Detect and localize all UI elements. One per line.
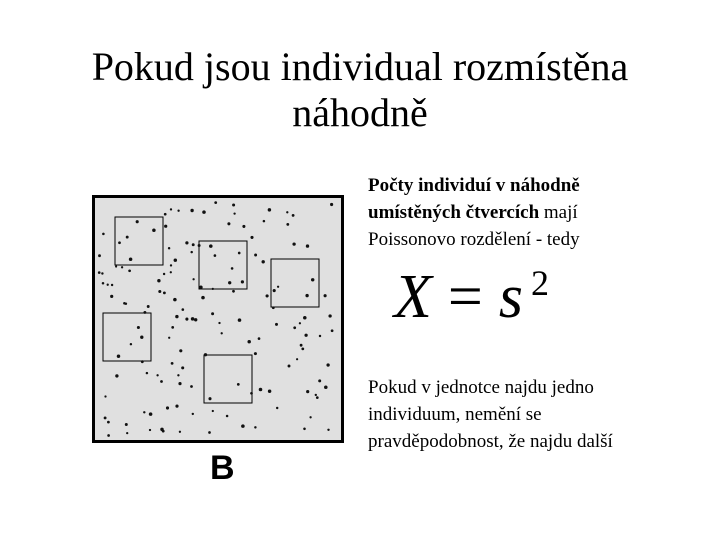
individual-dot <box>288 365 291 368</box>
individual-dot <box>318 379 321 382</box>
individual-dot <box>177 374 179 376</box>
individual-dot <box>110 295 113 298</box>
individual-dot <box>190 385 193 388</box>
individual-dot <box>194 318 197 321</box>
individual-dot <box>330 203 333 206</box>
individual-dot <box>102 282 105 285</box>
individual-dot <box>170 208 172 210</box>
individual-dot <box>162 430 165 433</box>
individual-dot <box>324 385 328 389</box>
individual-dot <box>306 244 309 247</box>
formula-exponent: 2 <box>530 263 549 303</box>
individual-dot <box>128 269 131 272</box>
random-distribution-figure <box>92 195 344 443</box>
individual-dot <box>238 318 242 322</box>
individual-dot <box>324 294 327 297</box>
slide-title <box>0 44 720 136</box>
individual-dot <box>160 380 163 383</box>
individual-dot <box>104 395 106 397</box>
para2-line2: individuum, nemění se <box>368 404 542 425</box>
individual-dot <box>254 352 257 355</box>
para2-line1: Pokud v jednotce najdu jedno <box>368 377 594 398</box>
individual-dot <box>241 424 245 428</box>
individual-dot <box>258 337 261 340</box>
para1-line1: Počty individuí v náhodně <box>368 175 580 196</box>
individual-dot <box>296 358 298 360</box>
individual-dot <box>190 251 192 253</box>
individual-dot <box>214 254 217 257</box>
individual-dot <box>179 349 182 352</box>
individual-dot <box>192 413 194 415</box>
individual-dot <box>147 305 150 308</box>
individual-dot <box>232 203 235 206</box>
individual-dot <box>232 290 235 293</box>
individual-dot <box>126 432 128 434</box>
individual-dot <box>266 294 269 297</box>
individual-dot <box>305 294 308 297</box>
individual-dot <box>204 353 207 356</box>
individual-dot <box>163 273 165 275</box>
individual-dot <box>111 284 113 286</box>
independence-paragraph <box>368 374 613 455</box>
individual-dot <box>179 431 181 433</box>
individual-dot <box>309 416 311 418</box>
individual-dot <box>98 271 101 274</box>
individual-dot <box>300 344 303 347</box>
title-line-2: náhodně <box>292 90 428 135</box>
para1-line2-bold: umístěných čtvercích <box>368 202 540 223</box>
individual-dot <box>218 322 220 324</box>
individual-dot <box>171 326 174 329</box>
individual-dot <box>192 243 195 246</box>
individual-dot <box>209 244 213 248</box>
individual-dot <box>125 423 128 426</box>
individual-dot <box>202 210 206 214</box>
individual-dot <box>304 334 307 337</box>
individual-dot <box>315 394 317 396</box>
formula-rhs: s <box>498 263 523 331</box>
sample-quadrat <box>199 241 247 289</box>
individual-dot <box>303 428 306 431</box>
individual-dot <box>192 278 194 280</box>
individual-dot <box>331 329 334 332</box>
individual-dot <box>268 208 271 211</box>
individual-dot <box>136 220 139 223</box>
individual-dot <box>214 201 217 204</box>
individual-dot <box>211 312 214 315</box>
individual-dot <box>208 397 211 400</box>
individual-dot <box>98 254 101 257</box>
individual-dot <box>177 210 179 212</box>
individual-dot <box>107 284 109 286</box>
variance-formula <box>394 262 594 342</box>
individual-dot <box>254 254 257 257</box>
individual-dot <box>121 266 123 268</box>
individual-dot <box>276 407 278 409</box>
individual-dot <box>201 296 205 300</box>
title-line-1: Pokud jsou individual rozmístěna <box>91 44 629 89</box>
individual-dot <box>118 241 121 244</box>
individual-dot <box>273 289 276 292</box>
individual-dot <box>277 286 279 288</box>
individual-dot <box>301 348 304 351</box>
individual-dot <box>170 271 172 273</box>
individual-dot <box>143 311 146 314</box>
individual-dot <box>238 252 241 255</box>
dots-plot <box>95 198 341 440</box>
individual-dot <box>272 306 275 309</box>
individual-dot <box>158 290 161 293</box>
individual-dot <box>117 354 120 357</box>
formula-equals: = <box>447 263 483 331</box>
individual-dot <box>168 337 170 339</box>
individual-dot <box>126 236 129 239</box>
individual-dot <box>286 223 289 226</box>
individual-dot <box>319 335 321 337</box>
individual-dot <box>166 406 169 409</box>
individual-dot <box>185 241 188 244</box>
individual-dot <box>101 272 103 274</box>
para1-line3: Poissonovo rozdělení - tedy <box>368 229 580 250</box>
individual-dot <box>170 264 172 266</box>
individual-dot <box>198 244 201 247</box>
individual-dot <box>262 260 265 263</box>
individual-dot <box>292 214 295 217</box>
formula-lhs: X <box>394 263 432 331</box>
sample-quadrat <box>271 259 319 307</box>
individual-dot <box>130 343 132 345</box>
individual-dot <box>212 410 214 412</box>
sample-quadrat <box>103 313 151 361</box>
individual-dot <box>250 392 253 395</box>
individual-dot <box>242 225 245 228</box>
individual-dot <box>107 434 110 437</box>
individual-dot <box>156 374 158 376</box>
individual-dot <box>326 363 329 366</box>
individual-dot <box>263 220 266 223</box>
individual-dot <box>293 326 296 329</box>
individual-dot <box>140 336 143 339</box>
individual-dot <box>164 213 167 216</box>
individual-dot <box>149 429 151 431</box>
individual-dot <box>182 308 185 311</box>
individual-dot <box>212 288 214 290</box>
sample-quadrat <box>115 217 163 265</box>
individual-dot <box>327 429 329 431</box>
individual-dot <box>175 315 178 318</box>
individual-dot <box>171 362 174 365</box>
individual-dot <box>123 302 126 305</box>
individual-dot <box>275 323 278 326</box>
individual-dot <box>168 247 170 249</box>
individual-dot <box>221 332 223 334</box>
individual-dot <box>174 258 177 261</box>
individual-dot <box>129 257 133 261</box>
individual-dot <box>181 366 184 369</box>
para2-line3: pravděpodobnost, že najdu další <box>368 431 613 452</box>
individual-dot <box>152 228 156 232</box>
poisson-paragraph <box>368 172 580 253</box>
individual-dot <box>164 225 167 228</box>
individual-dot <box>143 411 145 413</box>
individual-dot <box>157 279 160 282</box>
individual-dot <box>259 388 263 392</box>
individual-dot <box>286 211 288 213</box>
sample-quadrat <box>204 355 252 403</box>
individual-dot <box>299 322 301 324</box>
individual-dot <box>292 242 295 245</box>
individual-dot <box>175 405 178 408</box>
individual-dot <box>102 233 105 236</box>
individual-dot <box>233 212 235 214</box>
individual-dot <box>115 265 117 267</box>
individual-dot <box>268 389 271 392</box>
individual-dot <box>250 236 253 239</box>
individual-dot <box>306 390 309 393</box>
individual-dot <box>115 374 118 377</box>
individual-dot <box>316 396 319 399</box>
individual-dot <box>107 421 110 424</box>
individual-dot <box>163 291 166 294</box>
individual-dot <box>104 416 107 419</box>
individual-dot <box>137 326 140 329</box>
individual-dot <box>237 383 240 386</box>
individual-dot <box>149 412 153 416</box>
individual-dot <box>227 222 230 225</box>
para1-line2-rest: mají <box>539 202 578 223</box>
individual-dot <box>141 360 144 363</box>
individual-dot <box>254 426 256 428</box>
individual-dot <box>303 316 307 320</box>
individual-dot <box>231 267 234 270</box>
individual-dot <box>208 431 211 434</box>
individual-dot <box>190 209 193 212</box>
individual-dot <box>311 278 314 281</box>
individual-dot <box>191 317 195 321</box>
individual-dot <box>228 281 231 284</box>
individual-dot <box>199 286 203 290</box>
individual-dot <box>173 298 177 302</box>
individual-dot <box>178 382 181 385</box>
figure-label: B <box>210 449 235 487</box>
individual-dot <box>146 372 148 374</box>
individual-dot <box>328 314 331 317</box>
individual-dot <box>185 318 188 321</box>
individual-dot <box>226 415 229 418</box>
individual-dot <box>241 280 244 283</box>
individual-dot <box>247 340 250 343</box>
